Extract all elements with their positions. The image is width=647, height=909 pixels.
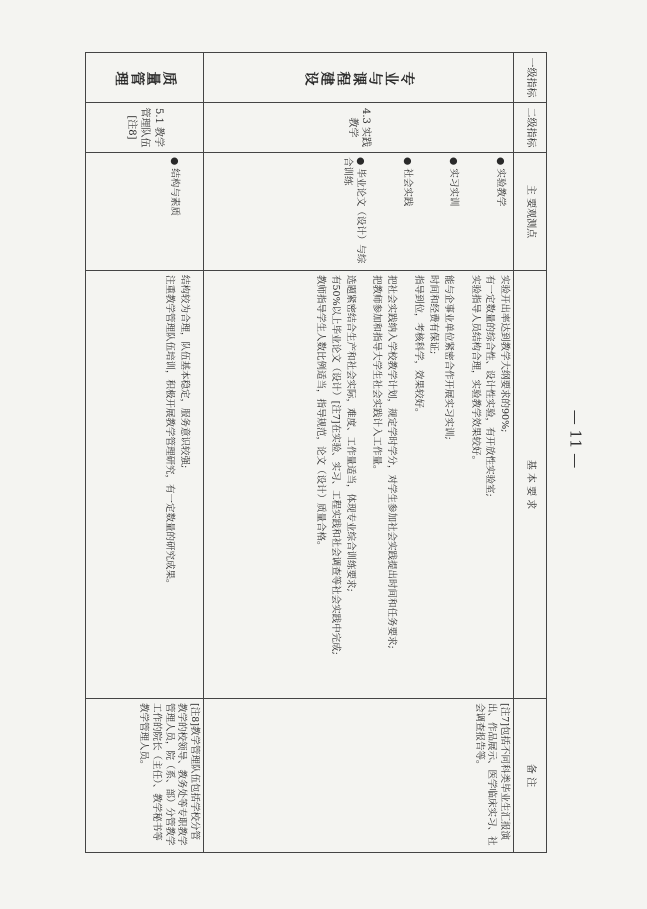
requirement-line: 时间和经费有保证; [427,275,439,355]
header-row [514,53,547,853]
level1-label: 专业与课程建设 [302,69,415,86]
requirement-line: 把社会实践纳入学校教学计划，规定学时学分，对学生参加社会实践提出时间和任务要求; [386,275,398,649]
requirement-line: 有一定数量的综合性、设计性实验，有开放性实验室; [484,275,496,497]
requirement-line: 实验指导人员结构合理，实验教学效果较好。 [469,275,481,466]
section-a-row [204,53,514,853]
requirement-line: 实验开出率达到教学大纲要求的90%; [499,275,511,433]
requirements-cell [86,271,204,699]
observation-item: ● 社会实践 [400,157,413,266]
header-level2: 二级指标 [514,103,547,153]
requirement-line: 能与企事业单位紧密合作开展实习实训; [442,275,454,440]
header-requirements: 基 本 要 求 [514,271,547,699]
level1-cell [86,53,204,103]
observation-item: ● 实验教学 [493,157,506,266]
observation-item: ● 毕业论文（设计）与综合训练 [340,157,366,266]
page-number: — 11 — [566,409,585,469]
remark-note-8: [注8]教学管理队伍包括学校分管教学的校领导、教务处等专职教学管理人员，院（系、部）分管教学工作的院长（主任）、教学秘书等教学管理人员。 [137,703,201,846]
remark-cell [204,699,514,853]
requirement-line: 有50%以上毕业论文（设计）[注7]在实验、实习、工程实践和社会调查等社会实践中完成; [329,275,341,655]
remark-cell [86,699,204,853]
section-b-row [86,53,204,853]
observation-item: ● 结构与素质 [167,157,180,266]
requirement-line: 选题紧密结合生产和社会实际，难度、工作量适当，体现专业综合训练要求; [344,275,356,592]
observation-cell [204,153,514,271]
evaluation-table [85,52,547,853]
level1-label: 质量管理 [112,69,177,86]
header-level1: 一级指标 [514,53,547,103]
requirement-line: 注重教学管理队伍培训，积极开展教学管理研究，有一定数量的研究成果。 [164,275,176,589]
level2-cell [204,103,514,153]
level2-label: 5.1 教学管理队伍 [注8] [125,107,164,148]
observation-cell [86,153,204,271]
requirement-line: 结构较为合理，队伍基本稳定，服务意识较强; [179,275,191,469]
level2-label: 4.3 实践教学 [346,107,372,148]
remark-note-7: [注7]包括不同科类毕业生汇报演出、作品展示、医学临床实习、社会调查报告等。 [473,703,511,846]
rotated-table-container [85,52,547,852]
requirement-line: 把教师参加和指导大学生社会实践计入工作量。 [371,275,383,475]
requirements-cell [204,271,514,699]
header-remarks: 备 注 [514,699,547,853]
level1-cell [204,53,514,103]
requirement-line: 指导到位，考核科学，效果较好。 [413,275,425,418]
level2-cell [86,103,204,153]
header-observations: 主 要观测点 [514,153,547,271]
requirement-line: 教师指导学生人数比例适当，指导规范，论文（设计）质量合格。 [315,275,327,551]
observation-item: ● 实习实训 [447,157,460,266]
